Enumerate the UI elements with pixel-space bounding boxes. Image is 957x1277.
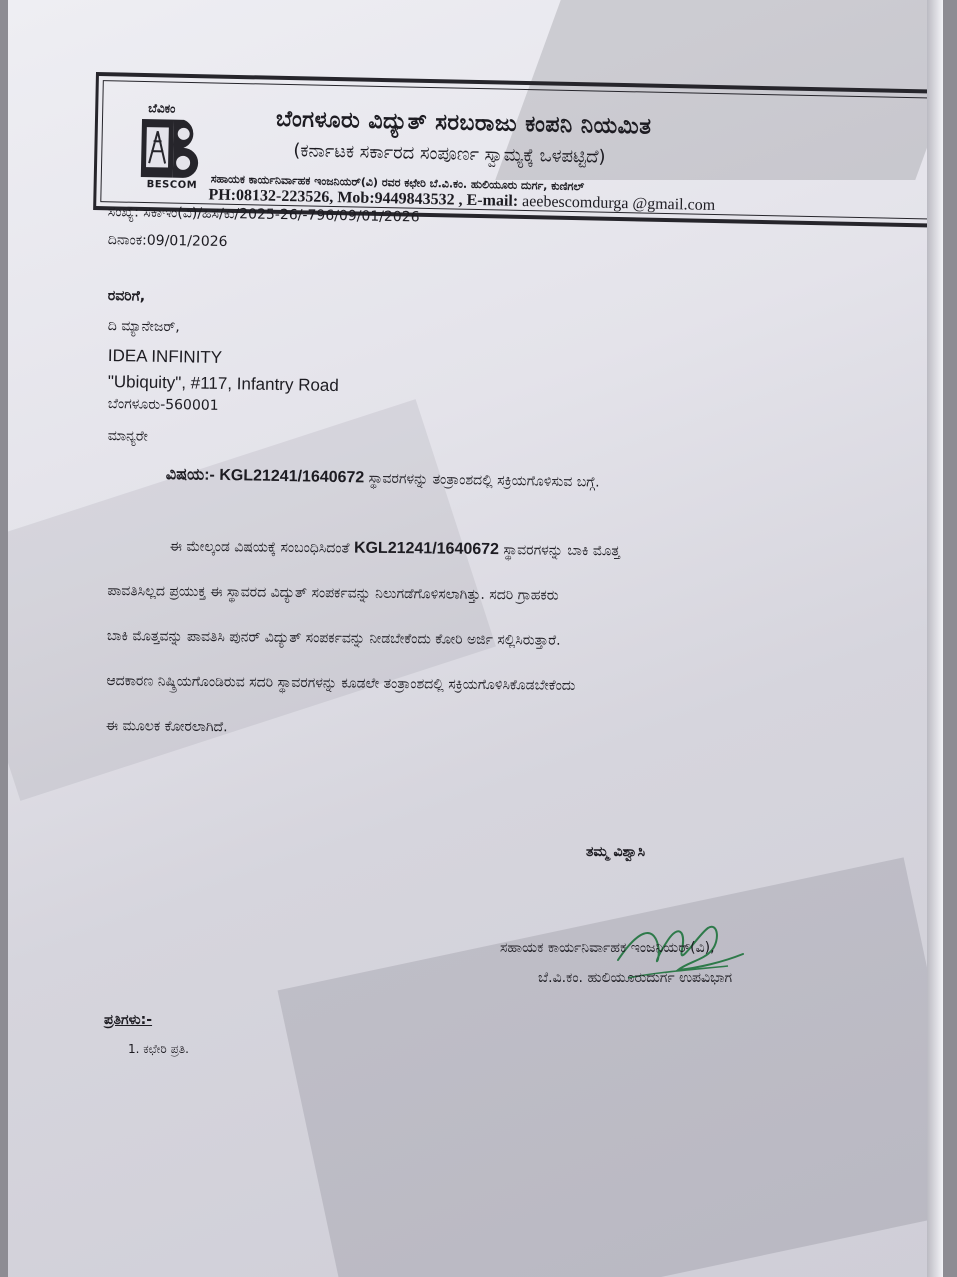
recipient-company: IDEA INFINITY xyxy=(107,346,223,367)
letterhead xyxy=(93,72,943,228)
subject-prefix: ವಿಷಯ:- xyxy=(165,466,220,484)
logo-name: BESCOM xyxy=(146,179,198,192)
body-code: KGL21241/1640672 xyxy=(353,539,500,559)
subject-line xyxy=(166,466,600,492)
body-text: ಸ್ಥಾವರಗಳನ್ನು ಬಾಕಿ ಮೊತ್ತ xyxy=(498,542,621,560)
reference-number: ಸಂಖ್ಯೆ: ಸಕಾಇಂ(ವಿ)/ಹಿಸ/ಕು/2025-26/-796/09/01/2026 xyxy=(107,204,420,226)
bescom-logo xyxy=(134,101,220,199)
copies-heading: ಪ್ರತಿಗಳು:- xyxy=(104,1012,153,1028)
recipient-title: ದಿ ಮ್ಯಾನೇಜರ್, xyxy=(107,318,180,336)
logo-b-icon xyxy=(137,117,218,181)
contact-email: aeebescomdurga @gmail.com xyxy=(521,192,716,214)
copies-item: 1. ಕಛೇರಿ ಪ್ರತಿ. xyxy=(128,1042,189,1056)
letter-body xyxy=(106,532,908,765)
company-name: ಬೆಂಗಳೂರು ವಿದ್ಯುತ್ ಸರಬರಾಜು ಕಂಪನಿ ನಿಯಮಿತ xyxy=(275,105,652,140)
body-line: ಬಾಕಿ ಮೊತ್ತವನ್ನು ಪಾವತಿಸಿ ಪುನರ್ ವಿದ್ಯುತ್ ಸಂಪರ್ಕವನ್ನು ನೀಡಬೇಕೆಂದು ಕೋರಿ ಅರ್ಜಿ ಸಲ್ಲಿಸಿರುತ್ತಾರೆ. xyxy=(106,627,561,649)
letter-date: ದಿನಾಂಕ:09/01/2026 xyxy=(107,232,228,251)
recipient-city: ಬೆಂಗಳೂರು-560001 xyxy=(107,396,219,414)
subject-code: KGL21241/1640672 xyxy=(219,466,365,487)
subject-text: ಸ್ಥಾವರಗಳನ್ನು ತಂತ್ರಾಂಶದಲ್ಲಿ ಸಕ್ರಿಯಗೊಳಿಸುವ ಬಗ್ಗೆ. xyxy=(364,470,600,491)
company-subtitle: (ಕರ್ನಾಟಕ ಸರ್ಕಾರದ ಸಂಪೂರ್ಣ ಸ್ವಾಮ್ಯಕ್ಕೆ ಒಳಪಟ್ಟಿದೆ) xyxy=(293,140,606,168)
designation-line2: ಬೆ.ವಿ.ಕಂ. ಹುಲಿಯೂರುದುರ್ಗ ಉಪವಿಭಾಗ xyxy=(538,970,733,986)
contact-phone: PH:08132-223526, Mob:9449843532 , E-mail: xyxy=(208,186,523,210)
body-line: ಪಾವತಿಸಿಲ್ಲದ ಪ್ರಯುಕ್ತ ಈ ಸ್ಥಾವರದ ವಿದ್ಯುತ್ ಸಂಪರ್ಕವನ್ನು ನಿಲುಗಡೆಗೊಳಿಸಲಾಗಿತ್ತು. ಸದರಿ ಗ್ರಾಹಕರು xyxy=(107,582,559,604)
body-text: ಈ ಮೇಲ್ಕಂಡ ವಿಷಯಕ್ಕೆ ಸಂಬಂಧಿಸಿದಂತೆ xyxy=(169,538,355,557)
logo-caption: ಬೆವಿಕಂ xyxy=(148,101,176,116)
recipient-to: ರವರಿಗೆ, xyxy=(107,288,146,305)
office-address: ಸಹಾಯಕ ಕಾರ್ಯನಿರ್ವಾಹಕ ಇಂಜನಿಯರ್(ವಿ) ರವರ ಕಛೇರಿ ಬೆ.ವಿ.ಕಂ. ಹುಲಿಯೂರು ದುರ್ಗ, ಕುಣಿಗಲ್ xyxy=(210,172,585,194)
page-edge xyxy=(927,0,943,1277)
body-line: ಈ ಮೂಲಕ ಕೋರಲಾಗಿದೆ. xyxy=(105,717,228,736)
letter-page xyxy=(8,0,943,1277)
salutation: ಮಾನ್ಯರೇ xyxy=(107,428,148,445)
closing: ತಮ್ಮ ವಿಶ್ವಾಸಿ xyxy=(586,844,646,860)
designation-line1: ಸಹಾಯಕ ಕಾರ್ಯನಿರ್ವಾಹಕ ಇಂಜನಿಯರ್(ವಿ), xyxy=(500,940,715,956)
body-line: ಆದಕಾರಣ ನಿಷ್ಕ್ರಿಯಗೊಂಡಿರುವ ಸದರಿ ಸ್ಥಾವರಗಳನ್ನು ಕೂಡಲೇ ತಂತ್ರಾಂಶದಲ್ಲಿ ಸಕ್ರಿಯಗೊಳಿಸಿಕೊಡಬೇಕೆಂದು xyxy=(106,672,576,694)
recipient-street: "Ubiquity", #117, Infantry Road xyxy=(107,372,339,396)
